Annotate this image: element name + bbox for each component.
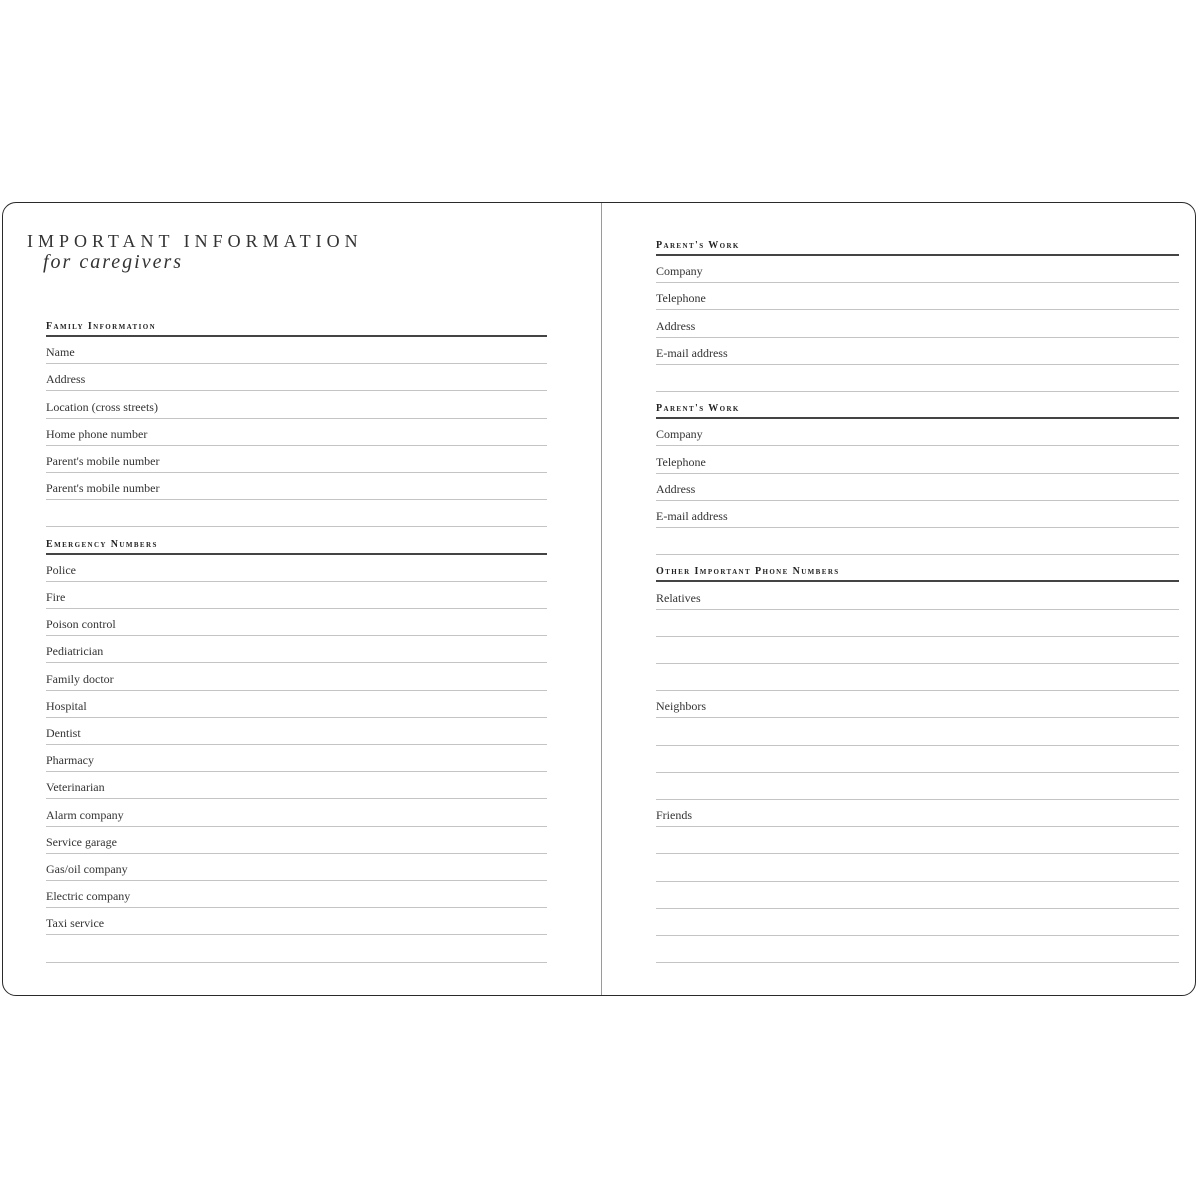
form-line[interactable]	[46, 473, 547, 500]
form-line[interactable]	[46, 419, 547, 446]
form-line[interactable]	[46, 392, 547, 419]
form-line[interactable]	[656, 936, 1179, 963]
form-line-label: Address	[46, 372, 86, 387]
form-line[interactable]	[656, 338, 1179, 365]
form-line[interactable]	[656, 855, 1179, 882]
form-line[interactable]	[656, 691, 1179, 718]
form-line[interactable]	[656, 637, 1179, 664]
form-line-label: E-mail address	[656, 345, 728, 360]
form-line[interactable]	[656, 773, 1179, 800]
form-line[interactable]	[46, 718, 547, 745]
form-line-label: Police	[46, 562, 76, 577]
form-line[interactable]	[656, 474, 1179, 501]
form-line-label: Alarm company	[46, 807, 124, 822]
form-line-label: E-mail address	[656, 509, 728, 523]
form-line[interactable]	[46, 827, 547, 854]
form-line-label: Home phone number	[46, 426, 148, 441]
form-line[interactable]	[656, 283, 1179, 310]
form-line[interactable]	[656, 719, 1179, 746]
form-line-label: Gas/oil company	[46, 862, 128, 876]
form-line[interactable]	[46, 636, 547, 663]
form-line-label: Poison control	[46, 617, 116, 632]
form-line-label: Pediatrician	[46, 644, 104, 659]
form-line-label: Name	[46, 345, 75, 360]
form-line-label: Electric company	[46, 889, 131, 904]
section-heading	[46, 528, 547, 555]
section-heading	[656, 555, 1179, 582]
form-line-label: Telephone	[656, 291, 706, 306]
form-line-label: Fire	[46, 590, 66, 604]
form-line-label: Location (cross streets)	[46, 399, 158, 414]
form-line[interactable]	[656, 365, 1179, 392]
form-line-label: Parent's mobile number	[46, 481, 160, 496]
section-heading	[46, 310, 547, 337]
form-line[interactable]	[46, 691, 547, 718]
page-subtitle: for caregivers	[43, 251, 184, 273]
form-line-label: Address	[656, 481, 696, 496]
planner-spread	[2, 202, 1196, 996]
form-line[interactable]	[656, 528, 1179, 555]
form-line-label: Family doctor	[46, 671, 114, 686]
form-line[interactable]	[46, 555, 547, 582]
form-line-label: Friends	[656, 808, 692, 823]
section-heading-label: Parent's Work	[656, 403, 740, 415]
form-line[interactable]	[656, 256, 1179, 283]
form-line[interactable]	[46, 908, 547, 935]
form-line-label: Dentist	[46, 726, 81, 740]
form-line[interactable]	[46, 854, 547, 881]
form-line[interactable]	[656, 909, 1179, 936]
form-line[interactable]	[46, 582, 547, 609]
form-line-label: Parent's mobile number	[46, 454, 160, 468]
form-line-label: Relatives	[656, 590, 701, 605]
form-line[interactable]	[656, 311, 1179, 338]
form-line-label: Company	[656, 427, 703, 442]
form-line[interactable]	[46, 500, 547, 527]
page-title: IMPORTANT INFORMATION	[27, 231, 363, 251]
form-line[interactable]	[656, 501, 1179, 528]
form-line[interactable]	[656, 827, 1179, 854]
section-heading-label: Family Information	[46, 321, 157, 332]
form-line[interactable]	[46, 881, 547, 908]
form-line[interactable]	[46, 364, 547, 391]
form-line-label: Address	[656, 318, 696, 333]
form-line-label: Taxi service	[46, 916, 105, 931]
form-line-label: Hospital	[46, 698, 87, 713]
form-line-label: Telephone	[656, 454, 706, 469]
form-line-label: Service garage	[46, 834, 117, 849]
form-line[interactable]	[656, 882, 1179, 909]
form-line-label: Veterinarian	[46, 780, 105, 795]
form-line[interactable]	[46, 772, 547, 799]
book-spine	[601, 203, 602, 995]
section-heading-label: Other Important Phone Numbers	[656, 566, 840, 578]
form-line-label: Neighbors	[656, 699, 706, 714]
form-line[interactable]	[656, 664, 1179, 691]
form-line[interactable]	[46, 446, 547, 473]
section-heading-label: Emergency Numbers	[46, 538, 158, 550]
form-line[interactable]	[46, 609, 547, 636]
form-line[interactable]	[46, 936, 547, 963]
form-line[interactable]	[656, 610, 1179, 637]
section-heading-label: Parent's Work	[656, 240, 740, 251]
form-line[interactable]	[46, 745, 547, 772]
form-line[interactable]	[46, 664, 547, 691]
section-heading	[656, 229, 1179, 256]
form-line[interactable]	[656, 419, 1179, 446]
form-line[interactable]	[656, 800, 1179, 827]
form-line-label: Pharmacy	[46, 753, 94, 768]
section-heading	[656, 392, 1179, 419]
form-line-label: Company	[656, 264, 703, 279]
form-line[interactable]	[46, 800, 547, 827]
form-line[interactable]	[656, 583, 1179, 610]
form-line[interactable]	[46, 337, 547, 364]
form-line[interactable]	[656, 746, 1179, 773]
form-line[interactable]	[656, 447, 1179, 474]
